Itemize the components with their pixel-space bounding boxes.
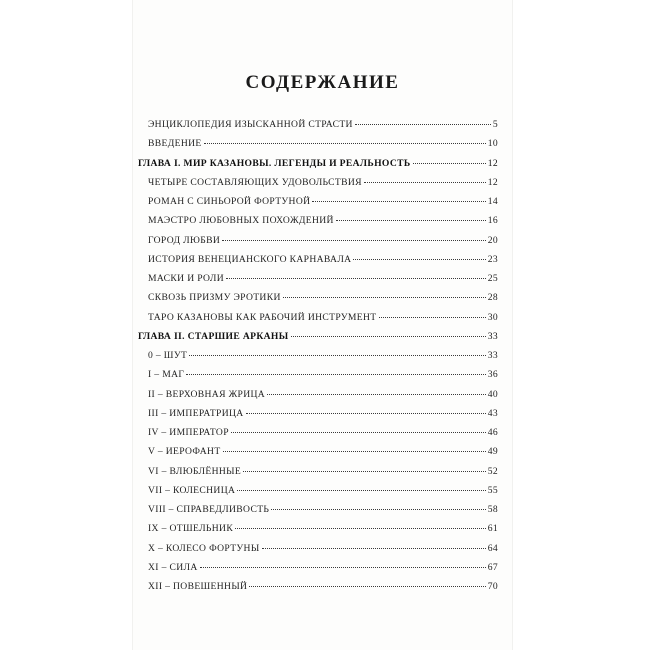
toc-page-number: 16 [487,215,498,227]
toc-entry-label: СКВОЗЬ ПРИЗМУ ЭРОТИКИ [148,292,281,304]
toc-entry [138,119,498,138]
dot-leader [312,201,485,202]
dot-leader [271,509,485,510]
toc-page-number: 12 [487,157,498,169]
toc-entry-label: РОМАН С СИНЬОРОЙ ФОРТУНОЙ [148,196,311,207]
toc-entry-label: ВВЕДЕНИЕ [148,138,202,150]
toc-page-number: 40 [487,388,498,400]
toc-page-number: 61 [487,523,498,535]
dot-leader [355,124,491,125]
toc-entry [138,312,498,331]
dot-leader [204,143,486,144]
toc-entry [138,562,498,581]
dot-leader [246,413,486,414]
page-title: СОДЕРЖАНИЕ [245,72,400,93]
dot-leader [267,394,486,395]
toc-entry-label: IX – ОТШЕЛЬНИК [148,523,234,535]
dot-leader [223,451,486,452]
toc-entry-label: ИСТОРИЯ ВЕНЕЦИАНСКОГО КАРНАВАЛА [148,253,352,265]
toc-page-number: 33 [487,350,498,361]
dot-leader [186,374,485,375]
toc-entry [138,292,498,311]
toc-entry-label: XII – ПОВЕШЕННЫЙ [148,581,248,592]
toc-page-number: 36 [487,369,498,381]
toc-entry-label: VI – ВЛЮБЛЁННЫЕ [148,465,242,477]
toc-entry [138,485,498,504]
toc-page-number: 28 [487,292,498,304]
toc-chapter-entry [138,331,498,350]
toc-entry [138,543,498,562]
dot-leader [336,220,486,221]
toc-page-number: 43 [487,407,498,419]
toc-page-number: 55 [487,484,498,496]
dot-leader [353,259,485,260]
toc-entry [138,215,498,234]
toc-entry-label: МАЭСТРО ЛЮБОВНЫХ ПОХОЖДЕНИЙ [148,215,334,227]
toc-entry [138,466,498,485]
dot-leader [226,278,486,279]
toc-chapter-entry [138,158,498,177]
toc-entry-label: III – ИМПЕРАТРИЦА [148,407,244,419]
toc-entry [138,350,498,369]
toc-page-number: 23 [487,253,498,265]
toc-entry-label: VII – КОЛЕСНИЦА [148,484,236,496]
toc-entry [138,369,498,388]
toc-entry [138,196,498,215]
dot-leader [231,432,486,433]
dot-leader [283,297,486,298]
toc-entry [138,254,498,273]
toc-page-number: 10 [487,138,498,150]
toc-page-number: 52 [487,465,498,477]
toc-page-number: 5 [492,119,498,130]
toc-entry [138,446,498,465]
toc-entry-label: ТАРО КАЗАНОВЫ КАК РАБОЧИЙ ИНСТРУМЕНТ [148,311,377,323]
toc-page-number: 12 [487,176,498,188]
dot-leader [413,163,486,164]
table-of-contents [138,119,498,600]
toc-entry-label: ГОРОД ЛЮБВИ [148,234,221,246]
toc-entry [138,581,498,600]
toc-entry [138,177,498,196]
toc-entry [138,427,498,446]
toc-entry-label: V – ИЕРОФАНТ [148,446,221,458]
toc-page-number: 49 [487,446,498,458]
toc-entry-label: II – ВЕРХОВНАЯ ЖРИЦА [148,388,266,400]
toc-entry [138,389,498,408]
toc-entry-label: IV – ИМПЕРАТОР [148,427,229,438]
dot-leader [379,317,486,318]
toc-page-number: 46 [487,427,498,438]
toc-entry-label: 0 – ШУТ [148,350,188,361]
dot-leader [200,567,486,568]
toc-entry-label: МАСКИ И РОЛИ [148,273,224,284]
toc-entry [138,235,498,254]
toc-entry-label: ГЛАВА II. СТАРШИЕ АРКАНЫ [138,330,289,342]
dot-leader [364,182,486,183]
dot-leader [237,490,485,491]
toc-entry-label: VIII – СПРАВЕДЛИВОСТЬ [148,504,270,515]
toc-entry-label: X – КОЛЕСО ФОРТУНЫ [148,542,260,554]
toc-entry [138,523,498,542]
toc-page-number: 25 [487,273,498,284]
dot-leader [243,471,486,472]
toc-entry-label: ЭНЦИКЛОПЕДИЯ ИЗЫСКАННОЙ СТРАСТИ [148,119,353,130]
toc-page-number: 33 [487,330,498,342]
toc-entry-label: ЧЕТЫРЕ СОСТАВЛЯЮЩИХ УДОВОЛЬСТВИЯ [148,176,362,188]
dot-leader [262,548,486,549]
toc-entry-label: I – МАГ [148,369,185,381]
toc-page-number: 70 [487,581,498,592]
toc-entry [138,408,498,427]
toc-page-number: 64 [487,542,498,554]
toc-page-number: 58 [487,504,498,515]
dot-leader [249,586,485,587]
toc-entry [138,138,498,157]
toc-page-number: 30 [487,311,498,323]
dot-leader [189,355,486,356]
toc-entry-label: ГЛАВА I. МИР КАЗАНОВЫ. ЛЕГЕНДЫ И РЕАЛЬНОСТЬ [138,157,411,169]
dot-leader [235,528,486,529]
toc-entry [138,273,498,292]
toc-entry-label: XI – СИЛА [148,561,198,573]
dot-leader [291,336,486,337]
dot-leader [222,240,486,241]
toc-entry [138,504,498,523]
toc-page-number: 20 [487,234,498,246]
toc-page-number: 14 [487,196,498,207]
toc-page-number: 67 [487,561,498,573]
